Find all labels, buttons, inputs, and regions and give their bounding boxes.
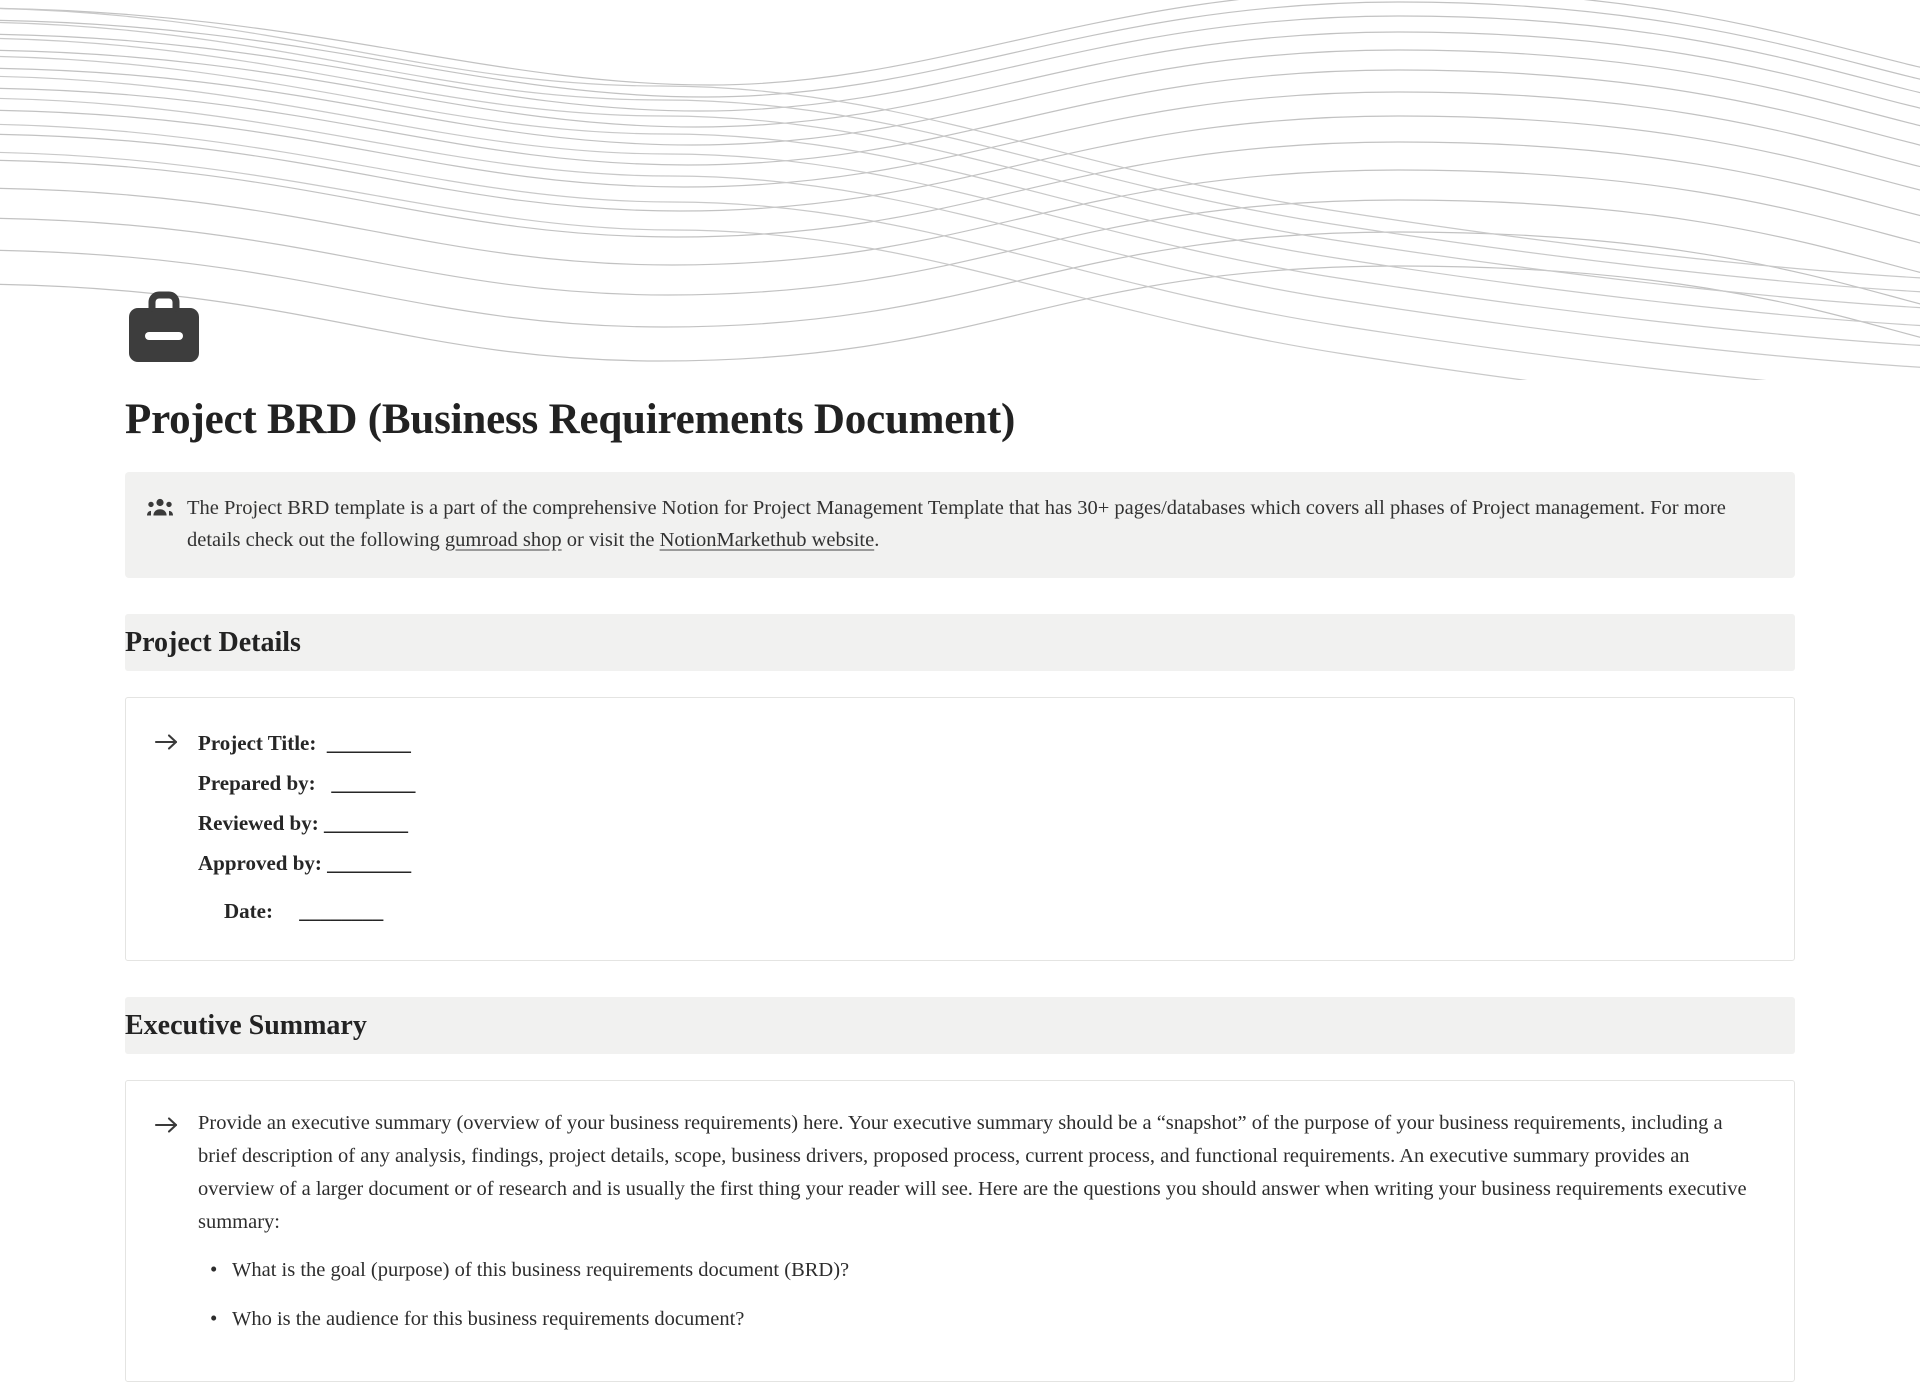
section-heading-executive-summary (125, 997, 1795, 1054)
callout-text-part2: or visit the (561, 528, 660, 551)
project-title-blank[interactable]: ________ (326, 731, 411, 756)
field-row (198, 724, 415, 764)
approved-by-label: Approved by: (198, 851, 322, 876)
section-heading-project-details-label: Project Details (125, 627, 301, 659)
executive-summary-content (198, 1107, 1766, 1353)
list-item: • What is the goal (purpose) of this business requirements document (BRD)? (232, 1254, 1766, 1287)
people-icon (147, 495, 173, 521)
approved-by-blank[interactable]: ________ (327, 851, 412, 876)
callout-text-part3: . (874, 528, 880, 551)
document-body (0, 290, 1920, 1382)
page-title: Project BRD (Business Requirements Document) (125, 396, 1016, 443)
prepared-by-blank[interactable]: ________ (331, 771, 416, 796)
project-title-label: Project Title: (198, 731, 317, 756)
info-callout (125, 472, 1795, 579)
callout-text (187, 492, 1771, 557)
field-row (198, 764, 415, 804)
project-details-fields (198, 724, 415, 931)
date-label: Date: (224, 898, 273, 923)
callout-text-part1: The Project BRD template is a part of the comprehensive Notion for Project Management Template that has 30+ pages/databases which covers all phases of Project management. For more details check out the following (187, 496, 1726, 551)
executive-summary-block (125, 1080, 1795, 1382)
notionmarkethub-website-link[interactable]: NotionMarkethub website (659, 528, 875, 551)
list-item: • Who is the audience for this business requirements document? (232, 1303, 1766, 1336)
executive-summary-paragraph: Provide an executive summary (overview of your business requirements) here. Your executive summary should be a “snapshot” of the purpose of your business requirements, including a brief description of any analysis, findings, project details, scope, business drivers, proposed process, current process, and functional requirements. An executive summary provides an overview of a larger document or of research and is usually the first thing your reader will see. Here are the questions you should answer when writing your business requirements executive summary: (198, 1111, 1747, 1234)
arrow-right-icon (154, 1112, 180, 1138)
arrow-right-icon (154, 729, 180, 755)
date-blank[interactable]: ________ (299, 898, 384, 923)
section-heading-executive-summary-label: Executive Summary (125, 1009, 367, 1041)
project-details-block (125, 697, 1795, 960)
executive-summary-questions (198, 1254, 1766, 1337)
prepared-by-label: Prepared by: (198, 771, 316, 796)
field-row (198, 844, 415, 884)
field-row (198, 804, 415, 844)
section-heading-project-details (125, 614, 1795, 671)
gumroad-shop-link[interactable]: gumroad shop (444, 528, 562, 551)
briefcase-icon (125, 290, 203, 368)
reviewed-by-label: Reviewed by: (198, 811, 319, 836)
field-row (198, 884, 415, 932)
reviewed-by-blank[interactable]: ________ (323, 811, 408, 836)
